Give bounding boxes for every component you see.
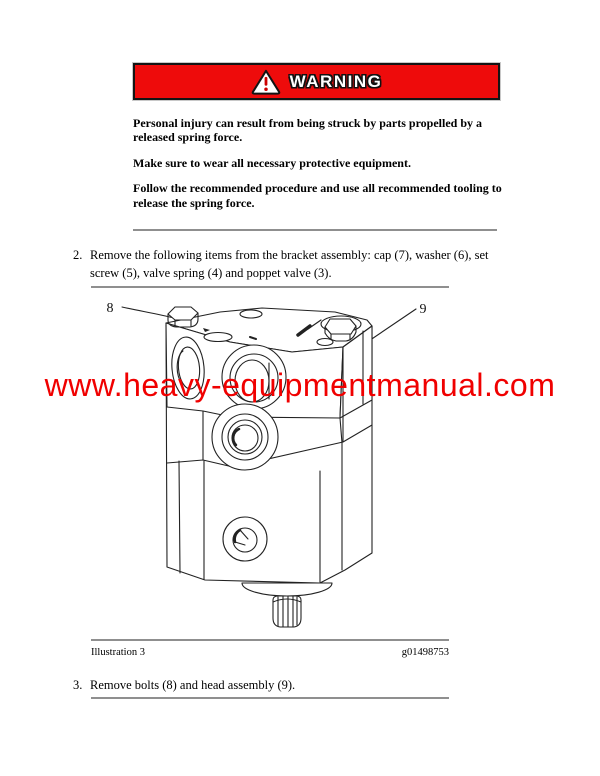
warning-paragraph: Follow the recommended procedure and use all recommended tooling to release the spring force. — [133, 181, 502, 210]
warning-text-block — [133, 116, 505, 221]
illustration-caption: Illustration 3 — [91, 647, 145, 658]
step-item — [73, 676, 520, 694]
watermark-text: www.heavy-equipmentmanual.com — [44, 367, 556, 403]
callout-9-label: 9 — [419, 302, 427, 317]
callout-8-leader — [122, 307, 174, 318]
warning-paragraph: Make sure to wear all necessary protective equipment. — [133, 155, 411, 170]
bracket-assembly-illustration — [90, 290, 470, 640]
warning-paragraph: Personal injury can result from being struck by parts propelled by a released spring force. — [133, 116, 483, 145]
illustration-caption-rule — [91, 639, 449, 641]
step-text: Remove bolts (8) and head assembly (9). — [90, 678, 296, 692]
step-item — [73, 246, 520, 282]
illustration-top-rule — [91, 286, 449, 288]
step-number: 2. — [73, 248, 83, 262]
section-divider — [133, 229, 497, 231]
bottom-rule — [91, 697, 449, 699]
step-text: Remove the following items from the bracket assembly: cap (7), washer (6), set screw (5), valve spring (4) and poppet valve (3). — [90, 248, 489, 281]
step-number: 3. — [73, 678, 83, 692]
warning-banner — [133, 63, 500, 100]
callout-8-label: 8 — [106, 301, 114, 316]
illustration-figure-code: g01498753 — [401, 647, 449, 658]
illustration-caption-row — [91, 647, 449, 658]
warning-triangle-icon — [251, 69, 281, 95]
warning-banner-label: WARNING — [289, 71, 383, 91]
